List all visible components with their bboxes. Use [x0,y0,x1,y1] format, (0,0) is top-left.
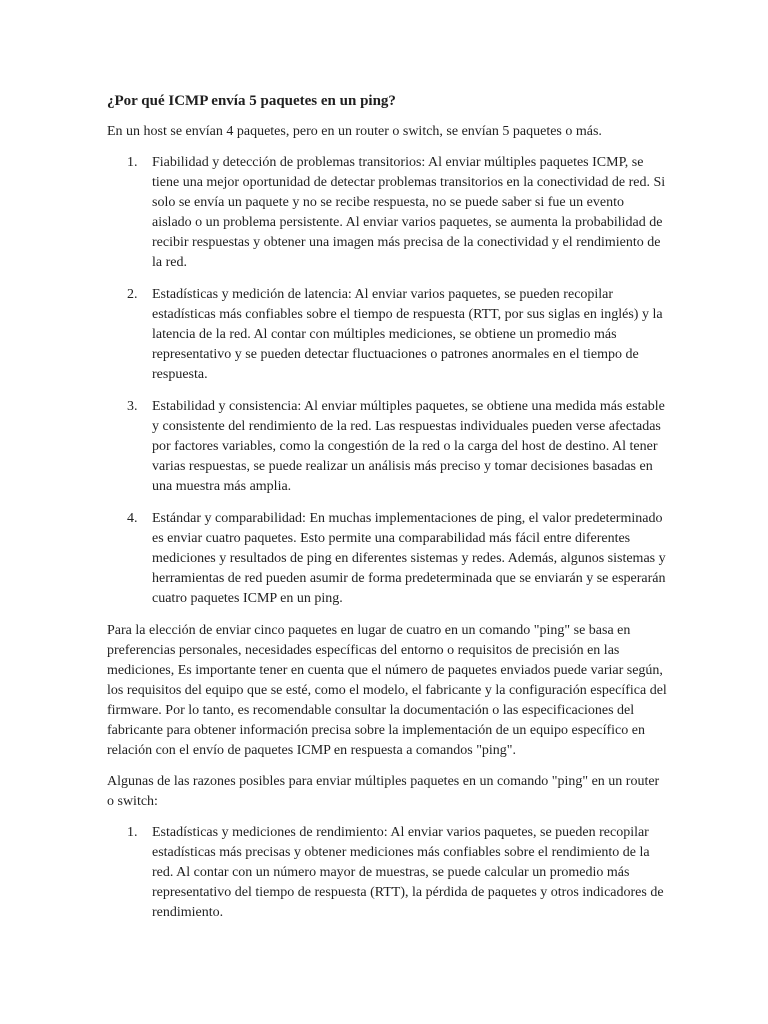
router-reasons-paragraph: Algunas de las razones posibles para enviar múltiples paquetes en un comando "ping" en un router o switch: [107,774,660,809]
router-reasons-list [107,823,667,923]
reasons-list [107,153,667,609]
list-item-text: Estadísticas y medición de latencia: Al enviar varios paquetes, se pueden recopilar estadísticas más confiables sobre el tiempo de respuesta (RTT, por sus siglas en inglés) y la latencia de la red. Al contar con múltiples mediciones, se obtiene un promedio más representativo y se pueden detectar fluctuaciones o patrones anormales en el tiempo de respuesta. [152,287,663,382]
document-page [107,91,667,935]
list-number: 1. [127,155,138,170]
explanation-paragraph: Para la elección de enviar cinco paquetes en lugar de cuatro en un comando "ping" se basa en preferencias personales, necesidades específicas del entorno o requisitos de precisión en las mediciones, Es importante tener en cuenta que el número de paquetes enviados puede variar según, los requisitos del equipo que se esté, como el modelo, el fabricante y la configuración específica del firmware. Por lo tanto, es recomendable consultar la documentación o las especificaciones del fabricante para obtener información precisa sobre la implementación de un equipo específico en relación con el envío de paquetes ICMP en respuesta a comandos "ping". [107,623,667,758]
list-item-text: Estándar y comparabilidad: En muchas implementaciones de ping, el valor predeterminado es enviar cuatro paquetes. Esto permite una comparabilidad más fácil entre diferentes mediciones y resultados de ping en diferentes sistemas y redes. Además, algunos sistemas y herramientas de red pueden asumir de forma predeterminada que se enviarán y se esperarán cuatro paquetes ICMP en un ping. [152,511,666,606]
list-number: 4. [127,511,138,526]
document-title: ¿Por qué ICMP envía 5 paquetes en un ping? [107,93,396,109]
list-number: 2. [127,287,138,302]
list-item-text: Estabilidad y consistencia: Al enviar múltiples paquetes, se obtiene una medida más estable y consistente del rendimiento de la red. Las respuestas individuales pueden verse afectadas por factores variables, como la congestión de la red o la carga del host de destino. Al tener varias respuestas, se puede realizar un análisis más preciso y tomar decisiones basadas en una muestra más amplia. [152,399,665,494]
list-number: 1. [127,825,138,840]
list-item [107,823,667,923]
list-item [107,509,667,609]
intro-paragraph: En un host se envían 4 paquetes, pero en un router o switch, se envían 5 paquetes o más. [107,124,602,139]
list-item [107,153,667,273]
list-item [107,285,667,385]
list-item-text: Fiabilidad y detección de problemas transitorios: Al enviar múltiples paquetes ICMP, se tiene una mejor oportunidad de detectar problemas transitorios en la conectividad de red. Si solo se envía un paquete y no se recibe respuesta, no se puede saber si fue un evento aislado o un problema persistente. Al enviar varios paquetes, se aumenta la probabilidad de recibir respuestas y obtener una imagen más precisa de la conectividad y el rendimiento de la red. [152,155,666,270]
list-item [107,397,667,497]
list-number: 3. [127,399,138,414]
list-item-text: Estadísticas y mediciones de rendimiento: Al enviar varios paquetes, se pueden recopilar estadísticas más precisas y obtener mediciones más confiables sobre el rendimiento de la red. Al contar con un número mayor de muestras, se puede calcular un promedio más representativo del tiempo de respuesta (RTT), la pérdida de paquetes y otros indicadores de rendimiento. [152,825,664,920]
